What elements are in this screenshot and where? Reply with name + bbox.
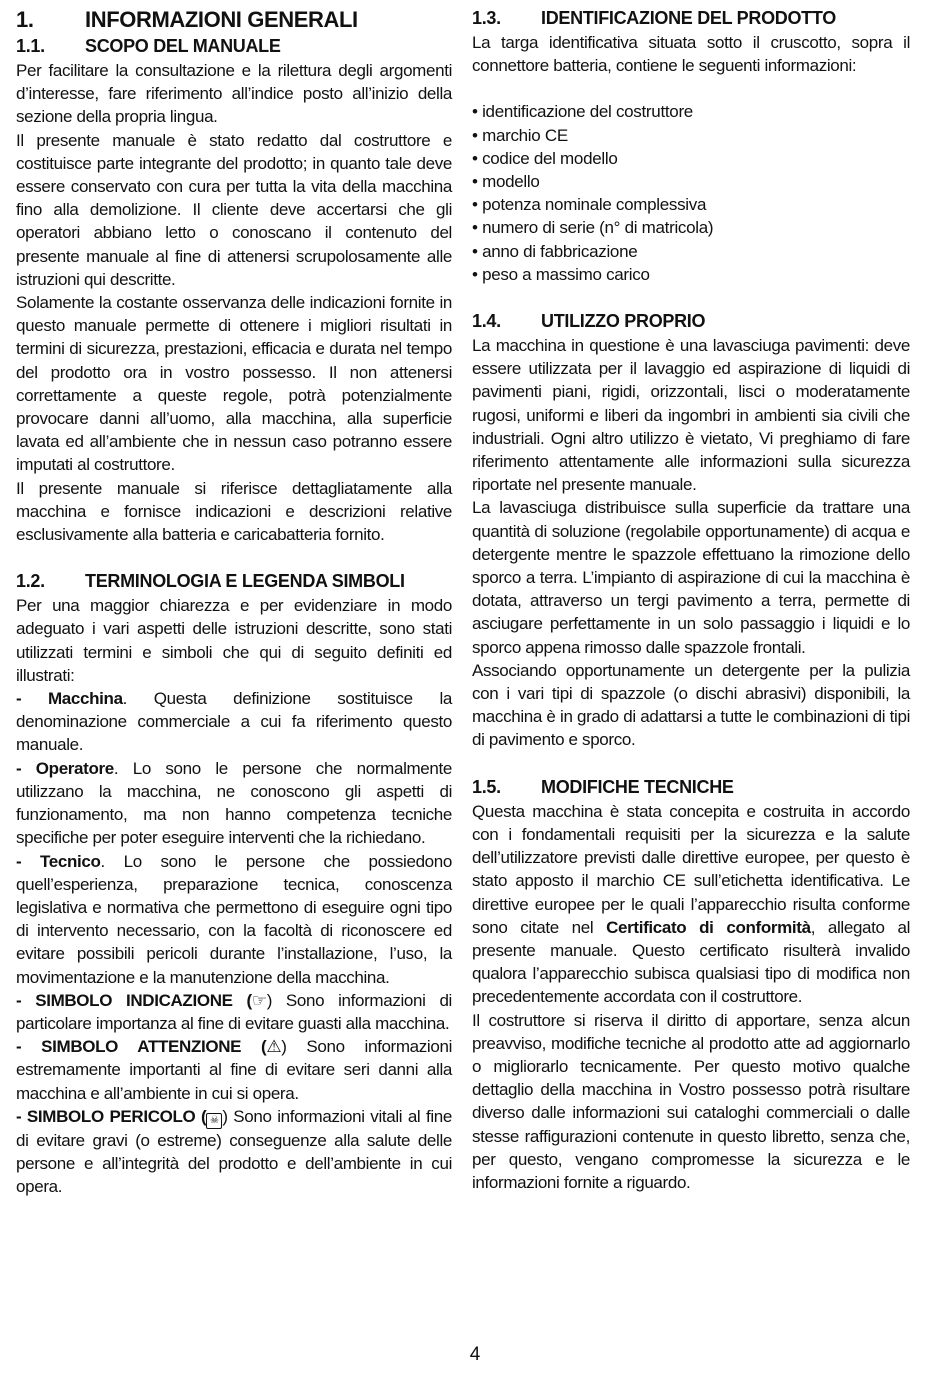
- term-label: - SIMBOLO ATTENZIONE (: [16, 1037, 267, 1057]
- paragraph: Il presente manuale si riferisce dettagliatamente alla macchina e fornisce indicazioni e descrizioni relative esclusivamente alla batteria e caricabatteria fornito.: [16, 478, 452, 545]
- paragraph-text: Questa macchina è stata concepita e costruita in accordo con i fondamentali requisiti per la sicurezza e la salute dell’utilizzatore previsti dalle direttive europee, per questo è stato apposto il marchio CE sull’etichetta identificativa. Le direttive europee per le quali l’apparecchio risulta conforme sono citate nel: [472, 801, 910, 937]
- list-item: • identificazione del costruttore: [472, 100, 910, 123]
- section-number: 1.1.: [16, 36, 45, 56]
- paragraph: La macchina in questione è una lavasciuga pavimenti: deve essere utilizzata per il lavaggio ed aspirazione di liquidi di pavimenti piani, rigidi, orizzontali, lisci o moderatamente rugosi, uniformi e liberi da ingombri in ambienti sia civili che industriali. Ogni altro utilizzo è vietato, Vi preghiamo di fare riferimento attentamente alle informazioni sulla sicurezza riportate nel presente manuale.: [472, 336, 910, 495]
- paragraph: Il presente manuale è stato redatto dal costruttore e costituisce parte integrante del prodotto; in quanto tale deve essere conservato con cura per tutta la vita della macchina fino alla demolizione. Il cliente deve accertarsi che gli operatori abbiano letto o conoscano il contenuto del presente manuale al fine di attenersi scrupolosamente alle istruzioni qui descritte.: [16, 130, 452, 289]
- list-item: • modello: [472, 170, 910, 193]
- section-number: 1.4.: [472, 311, 501, 332]
- section-title: IDENTIFICAZIONE DEL PRODOTTO: [541, 8, 836, 28]
- term-label: - Tecnico: [16, 851, 101, 871]
- section-title: SCOPO DEL MANUALE: [85, 36, 281, 56]
- term-label: - SIMBOLO INDICAZIONE (: [16, 990, 252, 1010]
- term-label: - Macchina: [16, 689, 123, 709]
- list-item: • potenza nominale complessiva: [472, 193, 910, 216]
- list-item: • marchio CE: [472, 124, 910, 147]
- paragraph: Per facilitare la consultazione e la rilettura degli argomenti d’interesse, fare riferimento all’indice posto all’inizio della sezione della propria lingua.: [16, 61, 452, 127]
- certificate-reference: Certificato di conformità: [606, 917, 811, 937]
- section-heading-1-5: [472, 775, 910, 800]
- term-definition: . Lo sono le persone che possiedono quell’esperienza, preparazione tecnica, conoscenza legislativa e normativa che permettono di eseguire ogni tipo di intervento necessario, con la facoltà di riconoscere ed evitare possibili pericoli durante l’installazione, l’uso, la movimentazione e la manutenzione della macchina.: [16, 851, 452, 987]
- section-title: INFORMAZIONI GENERALI: [85, 7, 358, 32]
- section-number: 1.3.: [472, 8, 501, 28]
- warning-triangle-icon: ⚠: [266, 1037, 282, 1057]
- right-column: [472, 6, 910, 1194]
- term-definition: ) Sono informazioni di particolare importanza al fine di evitare guasti alla macchina.: [16, 990, 452, 1033]
- skull-danger-icon: ☠: [206, 1113, 222, 1129]
- symbol-indicazione: [16, 989, 452, 1035]
- section-title: TERMINOLOGIA E LEGENDA SIMBOLI: [85, 571, 405, 592]
- section-number: 1.: [16, 7, 34, 32]
- term-label: - Operatore: [16, 758, 114, 778]
- section-number: 1.5.: [472, 776, 501, 797]
- paragraph: Il costruttore si riserva il diritto di apportare, senza alcun preavviso, modifiche tecniche al prodotto atte ad aggiornarlo o migliorarlo tecnicamente. Per questo motivo qualche dettaglio della macchina in Vostro possesso potrà risultare diverso dalle informazioni sui cataloghi commerciali o dalle stesse raffigurazioni contenute in questo libretto, senza che, per questo, vengano compromesse la sicurezza e le informazioni fornite a riguardo.: [472, 1010, 910, 1192]
- symbol-attenzione: [16, 1035, 452, 1105]
- paragraph: La lavasciuga distribuisce sulla superficie da trattare una quantità di soluzione (regolabile opportunamente) di acqua e detergente mentre le spazzole effettuano la rimozione dello sporco a terra. L’impianto di aspirazione di cui la macchina è dotata, attraverso un tergi pavimento a terra, permette di asciugare perfettamente in un solo passaggio i liquidi e lo sporco appena rimosso dalle spazzole frontali.: [472, 498, 910, 657]
- term-macchina: [16, 687, 452, 757]
- section-title: UTILIZZO PROPRIO: [541, 311, 706, 332]
- page-number: 4: [469, 1344, 481, 1365]
- paragraph: Per una maggior chiarezza e per evidenziare in modo adeguato i vari aspetti delle istruzioni descritte, sono stati utilizzati termini e simboli che qui di seguito definiti ed illustrati:: [16, 596, 452, 685]
- paragraph: Solamente la costante osservanza delle indicazioni fornite in questo manuale permette di ottenere i migliori risultati in termini di sicurezza, prestazioni, efficacia e durata nel tempo del prodotto ora in vostro possesso. Il non attenersi correttamente a queste regole, potrà potenzialmente provocare danni all’uomo, alla macchina, alla superficie lavata ed all’ambiente che in nessun caso potranno essere imputati al costruttore.: [16, 293, 452, 475]
- term-definition: . Questa definizione sostituisce la denominazione commerciale a cui fa riferimento questo manuale.: [16, 689, 452, 755]
- term-definition: ) Sono informazioni estremamente importanti al fine di evitare seri danni alla macchina e all’ambiente in cui si opera.: [16, 1037, 452, 1103]
- pointing-hand-icon: ☞: [251, 990, 267, 1010]
- list-item: • codice del modello: [472, 147, 910, 170]
- paragraph: [472, 800, 910, 1009]
- section-title: MODIFICHE TECNICHE: [541, 776, 734, 797]
- term-definition: . Lo sono le persone che normalmente utilizzano la macchina, ne conoscono gli aspetti di funzionamento, ma non hanno competenza tecniche specifiche per poter eseguire interventi che la richiedano.: [16, 758, 452, 848]
- product-label-info-list: [472, 100, 910, 286]
- section-heading-1: [16, 6, 452, 34]
- paragraph: Associando opportunamente un detergente per la pulizia con i vari tipi di spazzole (o dischi abrasivi) disponibili, la macchina è in grado di adattarsi a tutte le combinazioni di tipi di pavimento e sporco.: [472, 660, 910, 750]
- list-item: • anno di fabbricazione: [472, 240, 910, 263]
- term-tecnico: [16, 850, 452, 989]
- term-label: - SIMBOLO PERICOLO (: [16, 1106, 207, 1126]
- section-heading-1-4: [472, 309, 910, 334]
- section-heading-1-2: [16, 569, 452, 594]
- paragraph-text: , allegato al presente manuale. Questo certificato risulterà invalido qualora l’apparecchio subisca qualsiasi tipo di modifica non precedentemente accordata con il costruttore.: [472, 917, 910, 1007]
- term-definition: ) Sono informazioni vitali al fine di evitare gravi (o estreme) conseguenze alla salute delle persone e all’integrità del prodotto e dell’ambiente in cui opera.: [16, 1106, 452, 1197]
- symbol-pericolo: [16, 1105, 452, 1199]
- section-heading-1-1: [16, 34, 452, 59]
- term-operatore: [16, 757, 452, 850]
- list-item: • peso a massimo carico: [472, 263, 910, 286]
- section-heading-1-3: [472, 6, 910, 31]
- left-column: [16, 6, 452, 1198]
- paragraph: La targa identificativa situata sotto il cruscotto, sopra il connettore batteria, contiene le seguenti informazioni:: [472, 33, 910, 76]
- section-number: 1.2.: [16, 571, 45, 592]
- list-item: • numero di serie (n° di matricola): [472, 216, 910, 239]
